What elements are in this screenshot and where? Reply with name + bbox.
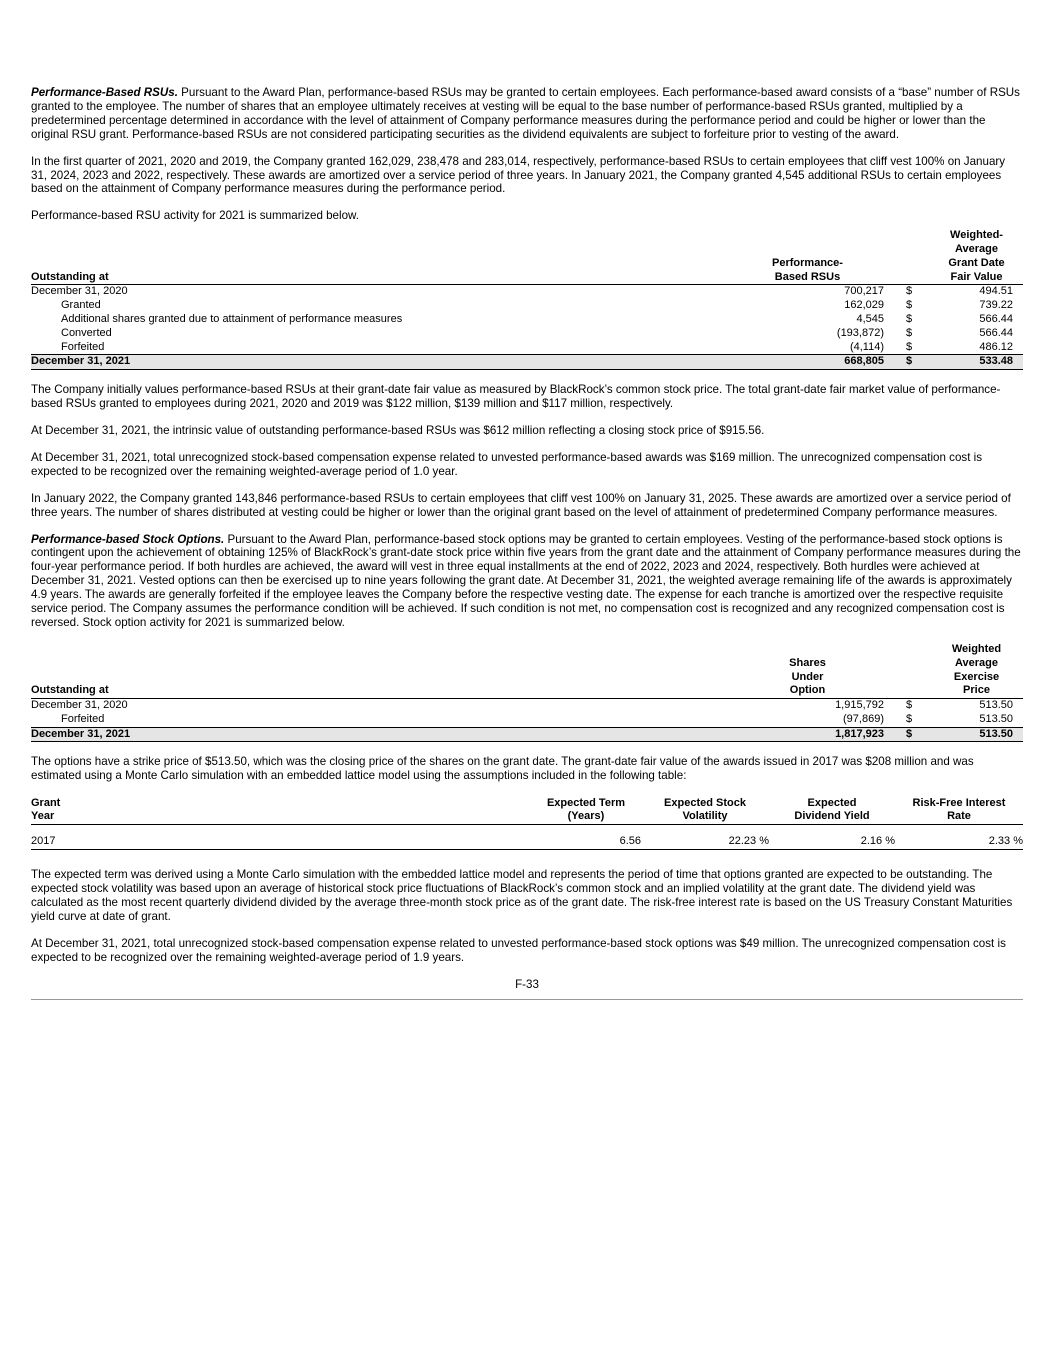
- cell-risk-free-rate: 2.33 %: [895, 825, 1023, 850]
- row-units: 4,545: [856, 313, 884, 326]
- row-currency: $: [906, 326, 913, 339]
- paragraph-text: Pursuant to the Award Plan, performance-based stock options may be granted to certain employees. Vesting of the performance-based stock options is contingent upon the achievement of obtaining 125% of BlackRock’s grant-date stock price within five years from the grant date and the attainment of Company performance measures during the four-year performance period. If both hurdles are achieved, the award will vest in three equal installments at the end of 2022, 2023 and 2024, respectively. Both hurdles were achieved at December 31, 2021. Vested options can then be exercised up to nine years following the grant date. At December 31, 2021, the weighted average remaining life of the awards is approximately 4.9 years. The awards are generally forfeited if the employee leaves the Company before the respective vesting date. The expense for each tranche is amortized over the respective requisite service period. The Company assumes the performance condition will be achieved. If such condition is not met, no compensation cost is recognized and any recognized compensation cost is reversed. Stock option activity for 2021 is summarized below.: [31, 532, 1021, 629]
- header-line: Expected: [807, 797, 857, 810]
- row-label: December 31, 2021: [31, 355, 731, 370]
- paragraph-performance-stock-options: [31, 533, 1023, 630]
- col-header-line: Grant Date: [948, 256, 1005, 269]
- row-currency: $: [906, 699, 913, 712]
- col-header-line: Price: [930, 684, 1023, 698]
- row-value: 486.12: [979, 340, 1013, 353]
- row-label: Granted: [61, 299, 101, 312]
- col-header-risk-free-rate: [895, 797, 1023, 825]
- header-line: Volatility: [682, 810, 728, 823]
- cell-volatility: 22.23 %: [641, 825, 769, 850]
- col-header-grant-year: [31, 797, 531, 825]
- col-header-line: Based RSUs: [731, 271, 884, 285]
- row-currency: $: [906, 340, 913, 353]
- header-line: Year: [31, 810, 55, 823]
- section-lead-performance-rsus: Performance-Based RSUs.: [31, 86, 178, 99]
- valuation-assumptions-table: [31, 797, 1023, 850]
- row-label: Additional shares granted due to attainment of performance measures: [61, 313, 403, 326]
- row-units: 700,217: [844, 285, 884, 298]
- col-header-line: Average: [954, 243, 998, 256]
- row-label: December 31, 2020: [31, 699, 128, 712]
- table-row: [31, 825, 1023, 850]
- row-label: December 31, 2021: [31, 727, 731, 742]
- col-header-line: Average: [954, 656, 998, 669]
- paragraph-rsu-valuation: The Company initially values performance-based RSUs at their grant-date fair value as measured by BlackRock’s common stock price. The total grant-date fair market value of performance-based RSUs granted to employees during 2021, 2020 and 2019 was $122 million, $139 million and $117 million, respectively.: [31, 383, 1001, 411]
- col-header-line: Weighted-: [950, 229, 1003, 242]
- row-value: 513.50: [979, 712, 1013, 725]
- table-row: [31, 327, 1023, 341]
- page-number: F-33: [515, 977, 539, 991]
- row-currency: $: [884, 727, 930, 742]
- document-page: [31, 86, 1023, 1000]
- header-line: Dividend Yield: [794, 810, 870, 823]
- paragraph-performance-rsus: [31, 86, 1023, 142]
- table-row: [31, 713, 1023, 727]
- paragraph-rsu-grants: In the first quarter of 2021, 2020 and 2019, the Company granted 162,029, 238,478 and 283,014, respectively, performance-based RSUs to certain employees that cliff vest 100% on January 31, 2024, 2023 and 2022, respectively. These awards are amortized over a service period of three years. In January 2021, the Company granted 4,545 additional RSUs to certain employees based on the attainment of Company performance measures during the performance period.: [31, 154, 1006, 196]
- table-row: [31, 285, 1023, 299]
- col-header-outstanding-at: Outstanding at: [31, 271, 731, 285]
- row-label: December 31, 2020: [31, 285, 128, 298]
- row-currency: $: [906, 313, 913, 326]
- section-lead-stock-options: Performance-based Stock Options.: [31, 532, 225, 546]
- header-line: (Years): [567, 810, 605, 823]
- row-units: (4,114): [849, 340, 884, 353]
- row-currency: $: [906, 299, 913, 312]
- cell-dividend-yield: 2.16 %: [769, 825, 895, 850]
- row-value: 494.51: [979, 285, 1013, 298]
- paragraph-option-unrecognized-expense: At December 31, 2021, total unrecognized stock-based compensation expense related to unvested performance-based stock options was $49 million. The unrecognized compensation cost is expected to be recognized over the remaining weighted-average period of 1.9 years.: [31, 936, 1006, 964]
- row-label: Forfeited: [61, 340, 105, 353]
- col-header-line: Exercise: [953, 670, 1000, 683]
- table-row: [31, 341, 1023, 355]
- paragraph-expected-term: The expected term was derived using a Monte Carlo simulation with the embedded lattice model and represents the period of time that options granted are expected to be outstanding. The expected stock volatility was based upon an average of historical stock price fluctuations of BlackRock’s common stock and an implied volatility at the grant date. The dividend yield was calculated as the most recent quarterly dividend divided by the average three-month stock price as of the grant date. The risk-free interest rate is based on the US Treasury Constant Maturities yield curve at date of grant.: [31, 868, 1013, 924]
- col-header-line: Option: [731, 684, 884, 698]
- col-header-outstanding-at: Outstanding at: [31, 684, 731, 698]
- cell-grant-year: 2017: [31, 825, 531, 850]
- col-header-line: Performance-: [772, 256, 843, 269]
- row-units: 162,029: [844, 299, 884, 312]
- paragraph-rsu-activity-intro: Performance-based RSU activity for 2021 is summarized below.: [31, 209, 359, 223]
- header-line: Rate: [947, 810, 971, 823]
- row-value: 513.50: [979, 699, 1013, 712]
- paragraph-rsu-unrecognized-expense: At December 31, 2021, total unrecognized stock-based compensation expense related to unvested performance-based awards was $169 million. The unrecognized compensation cost is expected to be recognized over the remaining weighted-average period of 1.0 year.: [31, 450, 983, 478]
- row-currency: $: [884, 355, 930, 370]
- row-value: 739.22: [979, 299, 1013, 312]
- row-value: 566.44: [979, 313, 1013, 326]
- cell-expected-term: 6.56: [531, 825, 641, 850]
- row-label: Converted: [61, 326, 112, 339]
- row-units: (193,872): [836, 326, 884, 339]
- header-line: Expected Stock: [664, 797, 746, 810]
- stock-option-activity-table: [31, 643, 1023, 743]
- row-currency: $: [906, 285, 913, 298]
- rsu-activity-table: [31, 229, 1023, 370]
- row-units: 668,805: [731, 355, 884, 370]
- col-header-line: Weighted: [951, 642, 1002, 655]
- paragraph-text: Pursuant to the Award Plan, performance-based RSUs may be granted to certain employees. Each performance-based award consists of a “base” number of RSUs granted to the employee. The number of shares that an employee ultimately receives at vesting will be equal to the base number of performance-based RSUs granted, multiplied by a predetermined percentage determined in accordance with the level of attainment of Company performance measures during the performance period and could be higher or lower than the original RSU grant. Performance-based RSUs are not considered participating securities as the dividend equivalents are subject to forfeiture prior to vesting of the award.: [31, 86, 1020, 141]
- col-header-line: Shares: [789, 656, 826, 669]
- header-line: Expected Term: [546, 797, 626, 810]
- paragraph-strike-price: The options have a strike price of $513.50, which was the closing price of the shares on the grant date. The grant-date fair value of the awards issued in 2017 was $208 million and was estimated using a Monte Carlo simulation with an embedded lattice model using the assumptions included in the following table:: [31, 755, 974, 783]
- col-header-dividend-yield: [769, 797, 895, 825]
- header-line: Risk-Free Interest: [912, 797, 1006, 810]
- paragraph-rsu-january-2022: In January 2022, the Company granted 143,846 performance-based RSUs to certain employees that cliff vest 100% on January 31, 2025. These awards are amortized over a service period of three years. The number of shares distributed at vesting could be higher or lower than the original grant based on the level of attainment of predetermined Company performance measures.: [31, 491, 1011, 519]
- row-label: Forfeited: [61, 712, 105, 725]
- row-units: (97,869): [843, 712, 884, 725]
- row-value: 566.44: [979, 326, 1013, 339]
- col-header-line: Under: [791, 670, 824, 683]
- table-total-row: [31, 355, 1023, 370]
- table-row: [31, 299, 1023, 313]
- row-units: 1,817,923: [731, 727, 884, 742]
- row-currency: $: [906, 712, 913, 725]
- table-row: [31, 313, 1023, 327]
- col-header-expected-term: [531, 797, 641, 825]
- footer-divider: [31, 999, 1023, 1000]
- header-line: Grant: [31, 797, 61, 810]
- col-header-line: Fair Value: [930, 271, 1023, 285]
- table-row: [31, 699, 1023, 713]
- col-header-volatility: [641, 797, 769, 825]
- row-units: 1,915,792: [835, 699, 884, 712]
- table-total-row: [31, 727, 1023, 742]
- paragraph-rsu-intrinsic-value: At December 31, 2021, the intrinsic value of outstanding performance-based RSUs was $612 million reflecting a closing stock price of $915.56.: [31, 424, 765, 438]
- row-value: 513.50: [930, 727, 1023, 742]
- row-value: 533.48: [930, 355, 1023, 370]
